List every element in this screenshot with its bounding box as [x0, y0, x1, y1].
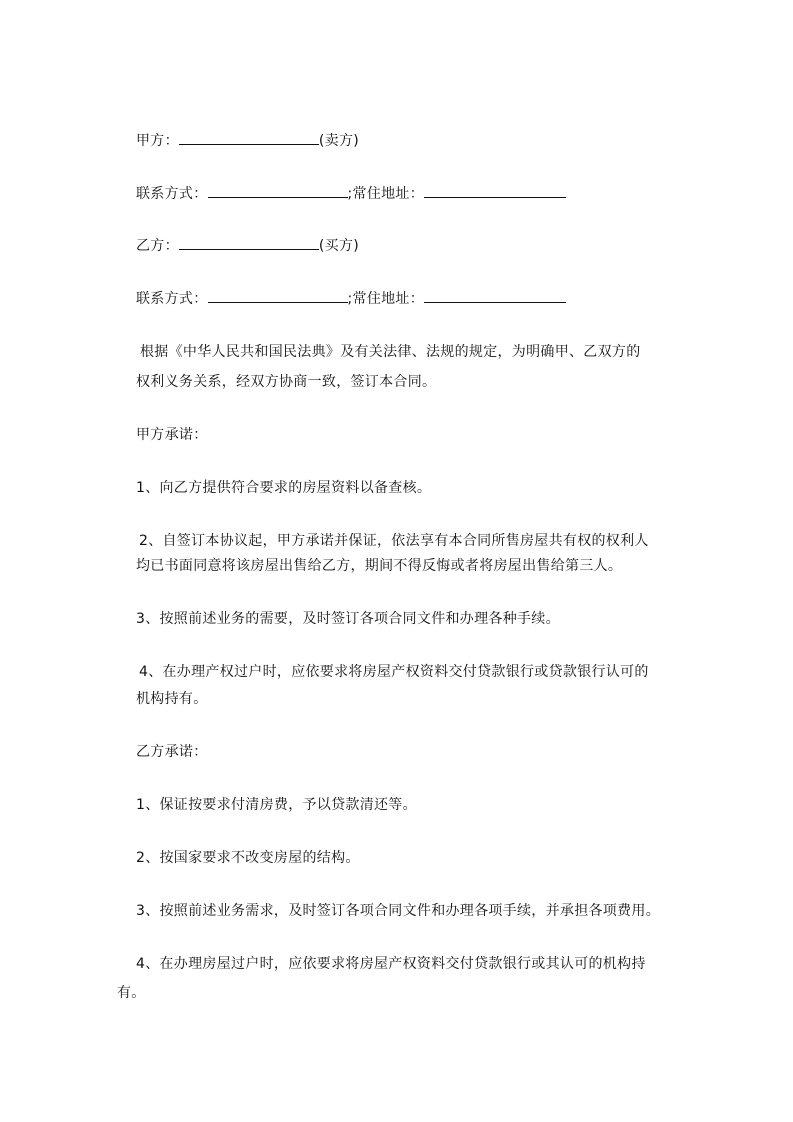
party-a-label: 甲方：	[136, 133, 179, 149]
party-a-promise-3: 3、按照前述业务的需要，及时签订各项合同文件和办理各种手续。	[136, 611, 560, 627]
party-b-promise-4-line-2: 有。	[117, 985, 146, 1001]
party-a-promise-4-line-2: 机构持有。	[136, 691, 208, 707]
preamble-line-1: 根据《中华人民共和国民法典》及有关法律、法规的规定，为明确甲、乙双方的	[140, 344, 641, 360]
party-b-role: (买方)	[318, 238, 360, 254]
party-a-promises-heading: 甲方承诺：	[136, 427, 208, 443]
party-a-name-blank[interactable]	[179, 131, 319, 145]
party-a-contact-label: 联系方式：	[136, 186, 208, 202]
party-a-promise-4-line-1: 4、在办理产权过户时，应依要求将房屋产权资料交付贷款银行或贷款银行认可的	[139, 664, 649, 680]
party-b-label: 乙方：	[136, 238, 179, 254]
party-b-contact-line	[136, 289, 566, 309]
party-a-address-blank[interactable]	[424, 184, 566, 198]
party-b-contact-label: 联系方式：	[136, 291, 208, 307]
party-a-promise-1: 1、向乙方提供符合要求的房屋资料以备查核。	[136, 480, 432, 496]
party-b-address-label: 常住地址：	[352, 291, 425, 307]
party-b-address-blank[interactable]	[424, 289, 566, 303]
party-b-promises-heading: 乙方承诺：	[136, 744, 208, 760]
party-a-line	[136, 131, 359, 151]
preamble-line-2: 权利义务关系，经双方协商一致，签订本合同。	[136, 374, 437, 390]
party-b-contact-blank[interactable]	[208, 289, 348, 303]
party-b-promise-1: 1、保证按要求付清房费，予以贷款清还等。	[136, 797, 417, 813]
party-a-contact-line	[136, 184, 566, 204]
party-b-separator: ;	[347, 291, 353, 307]
party-b-promise-2: 2、按国家要求不改变房屋的结构。	[136, 850, 360, 866]
party-a-separator: ;	[347, 186, 353, 202]
party-b-name-blank[interactable]	[179, 236, 319, 250]
party-b-promise-4-line-1: 4、在办理房屋过户时，应依要求将房屋产权资料交付贷款银行或其认可的机构持	[136, 956, 646, 972]
party-a-contact-blank[interactable]	[208, 184, 348, 198]
party-b-line	[136, 236, 359, 256]
party-a-promise-2-line-1: 2、自签订本协议起，甲方承诺并保证，依法享有本合同所售房屋共有权的权利人	[139, 533, 649, 549]
party-a-address-label: 常住地址：	[352, 186, 425, 202]
party-a-promise-2-line-2: 均已书面同意将该房屋出售给乙方，期间不得反悔或者将房屋出售给第三人。	[136, 558, 623, 574]
party-b-promise-3: 3、按照前述业务需求，及时签订各项合同文件和办理各项手续，并承担各项费用。	[136, 903, 661, 919]
party-a-role: (卖方)	[318, 133, 360, 149]
